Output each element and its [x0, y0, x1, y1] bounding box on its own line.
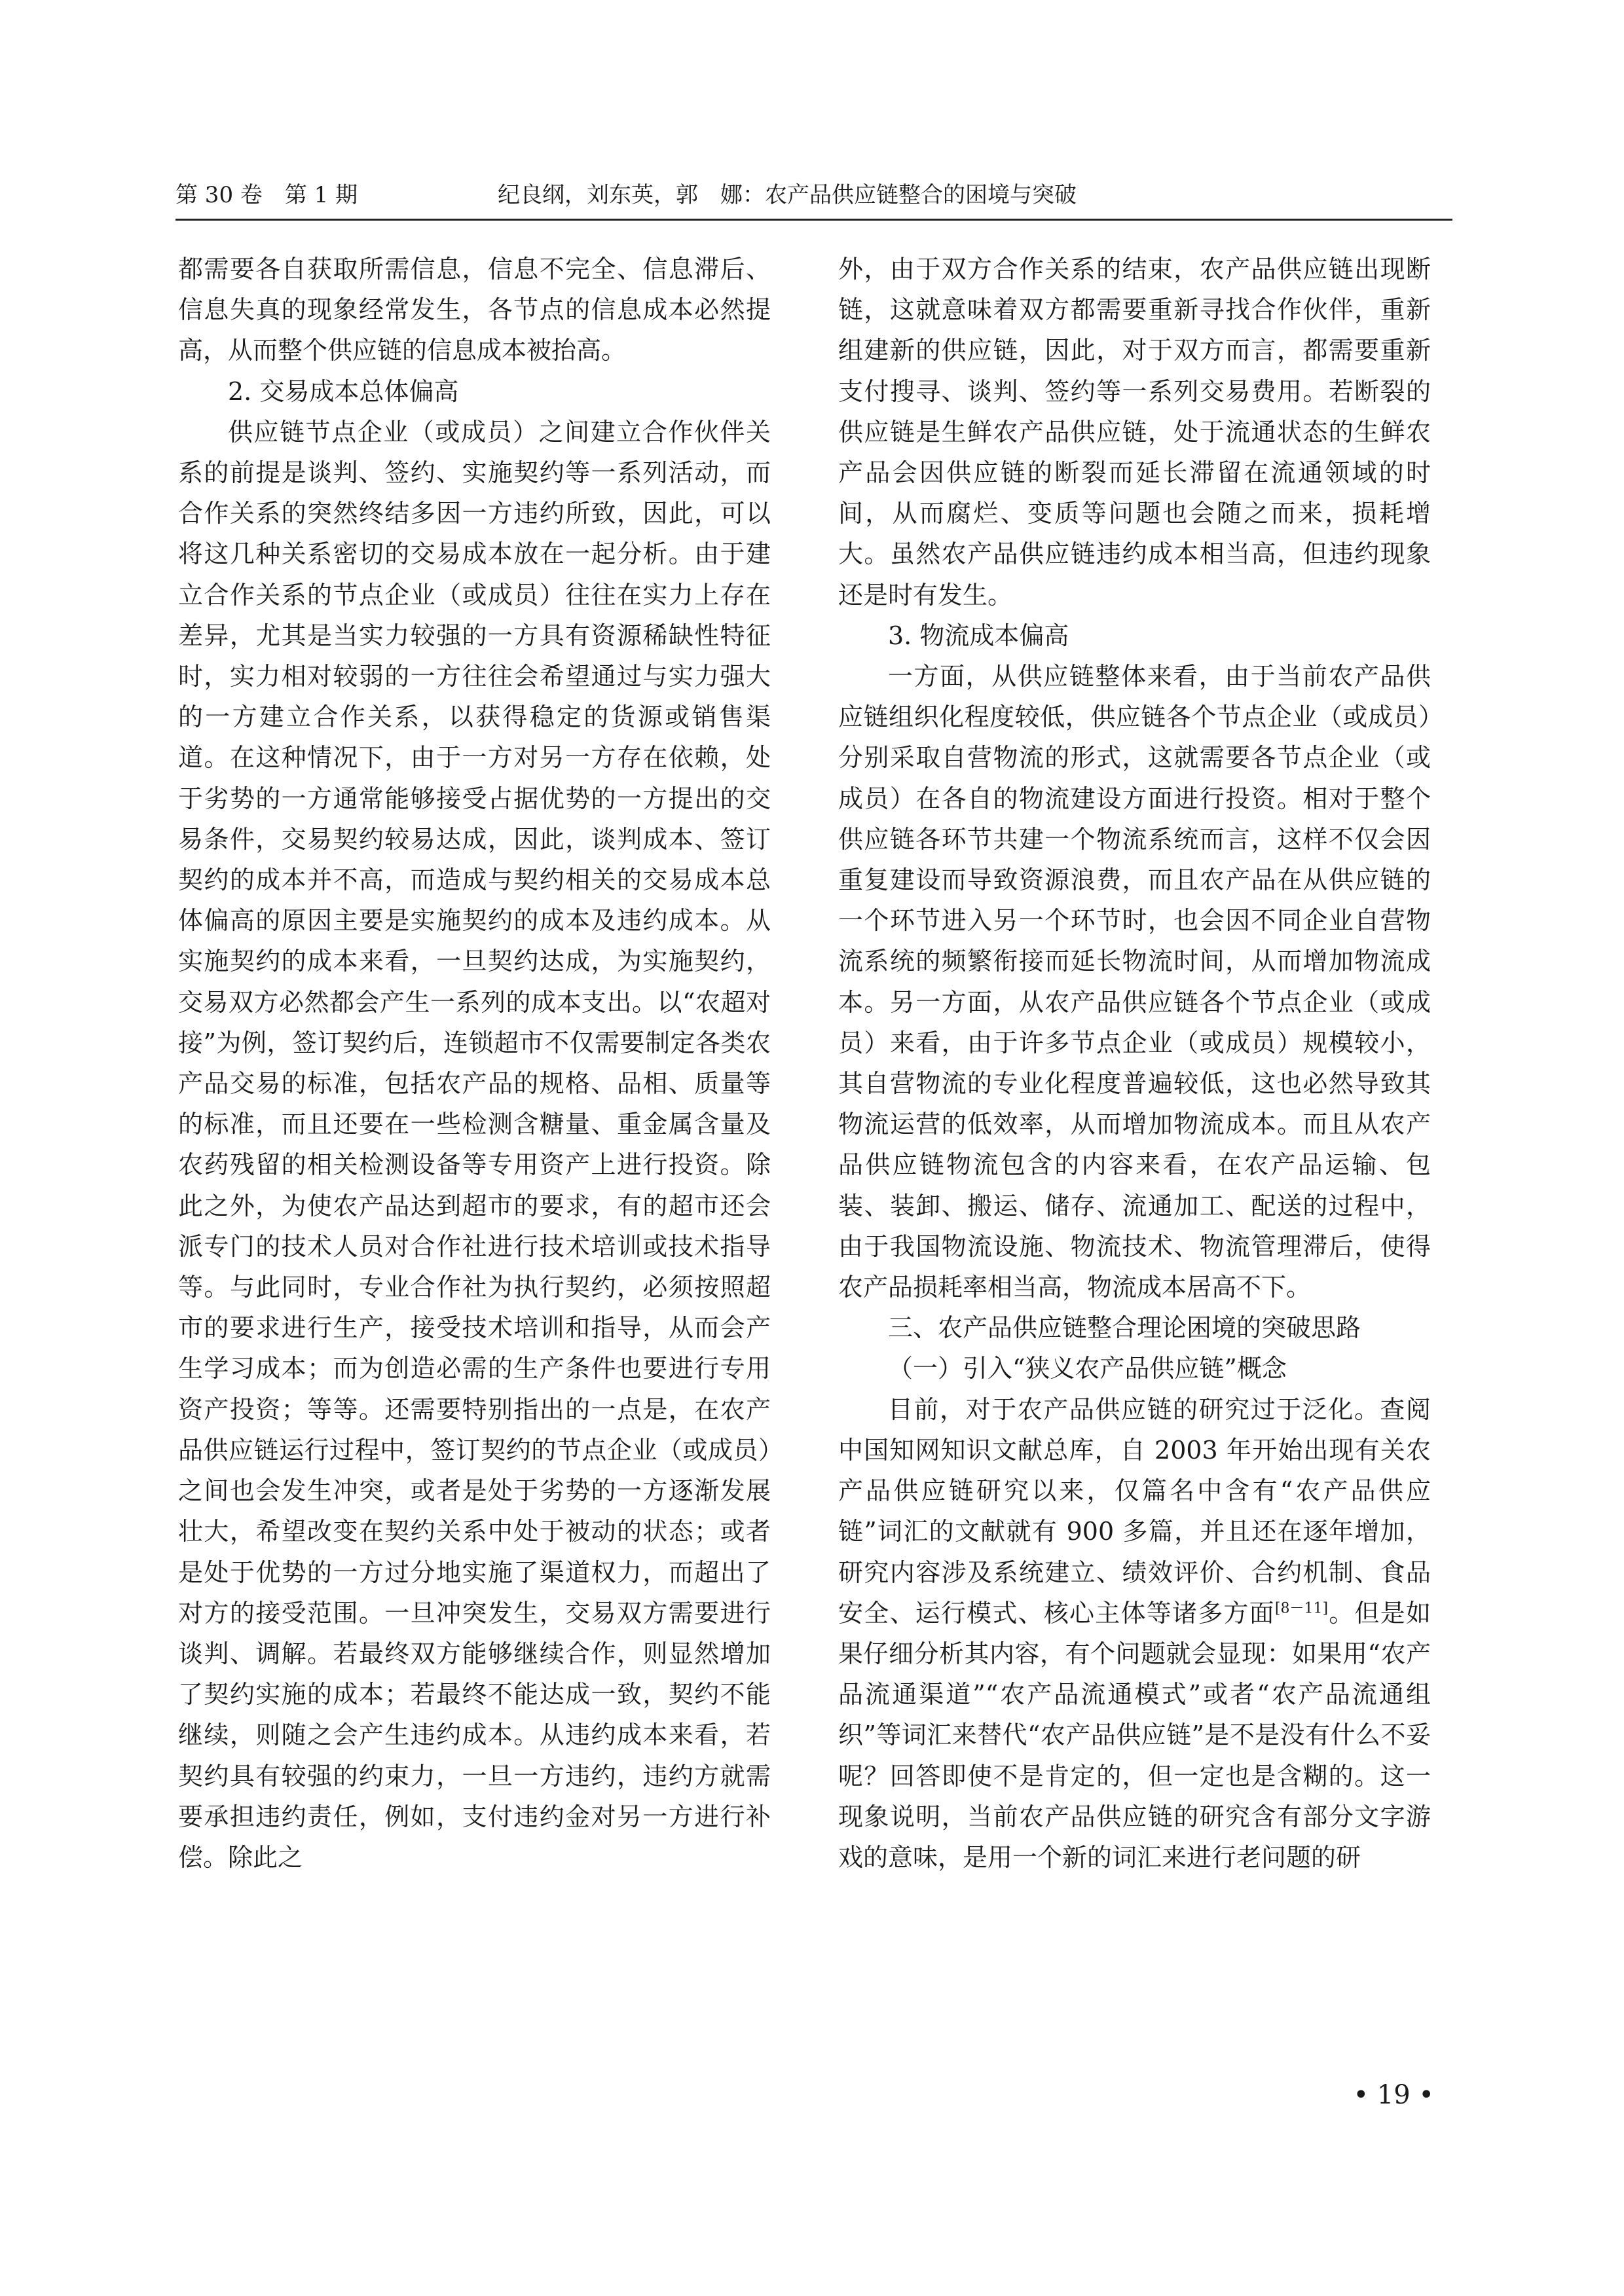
paragraph: 供应链节点企业（或成员）之间建立合作伙伴关系的前提是谈判、签约、实施契约等一系列活动，而合作关系的突然终结多因一方违约所致，因此，可以将这几种关系密切的交易成本放在一起分析。由于建立合作关系的节点企业（或成员）往往在实力上存在差异，尤其是当实力较强的一方具有资源稀缺性特征时，实力相对较弱的一方往往会希望通过与实力强大的一方建立合作关系，以获得稳定的货源或销售渠道。在这种情况下，由于一方对另一方存在依赖，处于劣势的一方通常能够接受占据优势的一方提出的交易条件，交易契约较易达成，因此，谈判成本、签订契约的成本并不高，而造成与契约相关的交易成本总体偏高的原因主要是实施契约的成本及违约成本。从实施契约的成本来看，一旦契约达成，为实施契约，交易双方必然都会产生一系列的成本支出。以“农超对接”为例，签订契约后，连锁超市不仅需要制定各类农产品交易的标准，包括农产品的规格、品相、质量等的标准，而且还要在一些检测含糖量、重金属含量及农药残留的相关检测设备等专用资产上进行投资。除此之外，为使农产品达到超市的要求，有的超市还会派专门的技术人员对合作社进行技术培训或技术指导等。与此同时，专业合作社为执行契约，必须按照超市的要求进行生产，接受技术培训和指导，从而会产生学习成本；而为创造必需的生产条件也要进行专用资产投资；等等。还需要特别指出的一点是，在农产品供应链运行过程中，签订契约的节点企业（或成员）之间也会发生冲突，或者是处于劣势的一方逐渐发展壮大，希望改变在契约关系中处于被动的状态；或者是处于优势的一方过分地实施了渠道权力，而超出了对方的接受范围。一旦冲突发生，交易双方需要进行谈判、调解。若最终双方能够继续合作，则显然增加了契约实施的成本；若最终不能达成一致，契约不能继续，则随之会产生违约成本。从违约成本来看，若契约具有较强的约束力，一旦一方违约，违约方就需要承担违约责任，例如，支付违约金对另一方进行补偿。除此之 [178, 417, 771, 1872]
header-rule [175, 219, 1452, 221]
running-header [175, 175, 1452, 215]
subsection-heading: （一）引入“狭义农产品供应链”概念 [888, 1354, 1287, 1383]
citation-reference: [8－11] [1274, 1600, 1329, 1617]
subsection-heading: 2. 交易成本总体偏高 [228, 376, 459, 406]
authors-and-title: 纪良纲，刘东英，郭 娜：农产品供应链整合的困境与突破 [498, 182, 1077, 208]
journal-volume-issue: 第 30 卷 第 1 期 [175, 182, 358, 208]
right-column [838, 249, 1431, 2095]
paragraph: 一方面，从供应链整体来看，由于当前农产品供应链组织化程度较低，供应链各个节点企业（或成员）分别采取自营物流的形式，这就需要各节点企业（或成员）在各自的物流建设方面进行投资。相对于整个供应链各环节共建一个物流系统而言，这样不仅会因重复建设而导致资源浪费，而且农产品在从供应链的一个环节进入另一个环节时，也会因不同企业自营物流系统的频繁衔接而延长物流时间，从而增加物流成本。另一方面，从农产品供应链各个节点企业（或成员）来看，由于许多节点企业（或成员）规模较小，其自营物流的专业化程度普遍较低，这也必然导致其物流运营的低效率，从而增加物流成本。而且从农产品供应链物流包含的内容来看，在农产品运输、包装、装卸、搬运、储存、流通加工、配送的过程中，由于我国物流设施、物流技术、物流管理滞后，使得农产品损耗率相当高，物流成本居高不下。 [838, 662, 1431, 1302]
left-column [178, 249, 771, 2095]
paragraph: 都需要各自获取所需信息，信息不完全、信息滞后、信息失真的现象经常发生，各节点的信息成本必然提高，从而整个供应链的信息成本被抬高。 [178, 255, 771, 365]
paragraph-text: 目前，对于农产品供应链的研究过于泛化。查阅中国知网知识文献总库，自 2003 年开始出现有关农产品供应链研究以来，仅篇名中含有“农产品供应链”词汇的文献就有 900 多篇，并且还在逐年增加，研究内容涉及系统建立、绩效评价、合约机制、食品安全、运行模式、核心主体等诸多方面 [838, 1394, 1431, 1628]
section-heading: 三、农产品供应链整合理论困境的突破思路 [888, 1313, 1361, 1343]
paragraph: 外，由于双方合作关系的结束，农产品供应链出现断链，这就意味着双方都需要重新寻找合作伙伴，重新组建新的供应链，因此，对于双方而言，都需要重新支付搜寻、谈判、签约等一系列交易费用。若断裂的供应链是生鲜农产品供应链，处于流通状态的生鲜农产品会因供应链的断裂而延长滞留在流通领域的时间，从而腐烂、变质等问题也会随之而来，损耗增大。虽然农产品供应链违约成本相当高，但违约现象还是时有发生。 [838, 255, 1431, 610]
paragraph-text: 。但是如果仔细分析其内容，有个问题就会显现：如果用“农产品流通渠道”“农产品流通模式”或者“农产品流通组织”等词汇来替代“农产品供应链”是不是没有什么不妥呢？回答即使不是肯定的，但一定也是含糊的。这一现象说明，当前农产品供应链的研究含有部分文字游戏的意味，是用一个新的词汇来进行老问题的研 [838, 1598, 1431, 1872]
page-number: • 19 • [1353, 2080, 1434, 2110]
subsection-heading: 3. 物流成本偏高 [888, 621, 1069, 650]
paragraph [838, 1389, 1431, 1878]
